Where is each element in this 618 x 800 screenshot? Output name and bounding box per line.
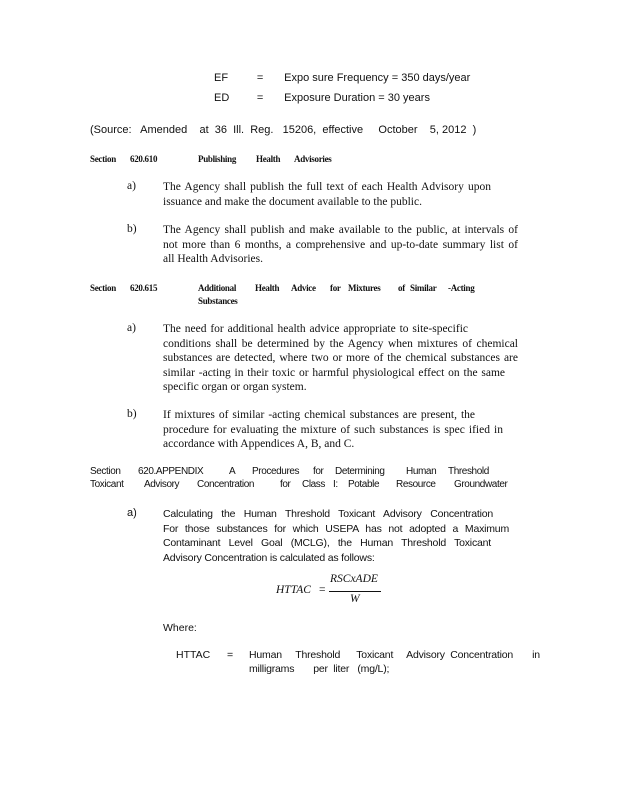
item-label: b) [127,223,137,235]
heading-word: Substances [198,296,238,306]
heading-word: 620.615 [130,283,158,293]
def-ef [214,72,470,84]
httac-equals: = [227,649,234,661]
text-line: The Agency shall publish the full text of each Health Advisory upon [163,181,491,193]
formula-denominator: W [350,593,360,605]
text-line: specific organ or organ system. [163,381,307,393]
heading-word: Advice [291,283,316,293]
item-label: a) [127,180,136,192]
heading-word: Groundwater [454,479,508,490]
item-label: b) [127,408,137,420]
text-line: If mixtures of similar -acting chemical substances are present, the [163,409,475,421]
heading-word: Section [90,154,116,164]
appendix-item-a-text [163,507,509,565]
heading-word: for [330,283,341,293]
heading-word: A [229,466,236,477]
heading-word: of [398,283,405,293]
text-line: procedure for evaluating the mixture of such substances is spec ified in [163,423,503,436]
s615-item-a-text [163,322,518,395]
heading-word: Potable [348,479,380,490]
text-line: not more than 6 months, a comprehensive and up-to-date summary list of [163,238,518,251]
formula-numerator: RSCxADE [330,573,378,585]
heading-word: Health [255,283,280,293]
heading-word: Concentration [197,479,255,490]
httac-definition-line1: Human Threshold Toxicant Advisory Concentration in [249,649,540,661]
def-text: Expo sure Frequency = 350 days/year [284,72,471,84]
formula-equals: = [319,584,326,596]
s610-item-b-text [163,223,518,267]
def-text: Exposure Duration = 30 years [284,92,430,104]
heading-word: 620.APPENDIX [138,466,204,477]
formula-lhs: HTTAC [276,584,311,596]
text-line: Advisory Concentration is calculated as follows: [163,551,375,564]
heading-word: Procedures [252,466,300,477]
heading-word: Mixtures [348,283,381,293]
def-symbol: EF [214,72,229,84]
heading-word: Section [90,466,121,477]
formula [276,573,386,610]
heading-word: 620.610 [130,154,158,164]
heading-word: for [280,479,291,490]
heading-word: -Acting [448,283,475,293]
heading-word: Threshold [448,466,489,477]
text-line: substances are detected, where two or more of the chemical substances are [163,352,518,364]
text-line: all Health Advisories. [163,253,263,265]
section-620-615-heading [90,283,480,309]
text-line: Contaminant Level Goal (MCLG), the Human Threshold Toxicant [163,537,491,549]
appendix-heading [90,466,510,494]
text-line: accordance with Appendices A, B, and C. [163,438,355,450]
text-line: For those substances for which USEPA has not adopted a Maximum [163,522,509,535]
item-label: a) [127,322,136,334]
def-symbol: ED [214,92,230,104]
text-line: The need for additional health advice appropriate to site-specific [163,323,468,335]
text-line: similar -acting in their toxic or harmful physiological effect on the same [163,366,505,379]
item-label: a) [127,507,137,519]
heading-word: Health [256,154,281,164]
text-line: issuance and make the document available to the public. [163,195,422,208]
httac-symbol: HTTAC [176,649,211,661]
text-line: conditions shall be determined by the Agency when mixtures of chemical [163,337,518,350]
s615-item-b-text [163,408,503,452]
heading-word: Advisory [144,479,180,490]
s610-item-a-text [163,180,491,209]
heading-word: Section [90,283,116,293]
heading-word: Resource [396,479,436,490]
fraction-bar [329,591,381,592]
heading-word: for [313,466,324,477]
heading-word: Toxicant [90,479,124,490]
def-equals: = [256,72,264,84]
heading-word: Advisories [294,154,332,164]
heading-word: Additional [198,283,237,293]
heading-word: I: [333,479,338,490]
text-line: The Agency shall publish and make available to the public, at intervals of [163,224,518,236]
source-note: (Source: Amended at 36 Ill. Reg. 15206, effective October 5, 2012 ) [90,124,477,136]
where-label: Where: [163,622,197,634]
text-line: Calculating the Human Threshold Toxicant Advisory Concentration [163,508,493,520]
section-620-610-heading [90,154,330,166]
httac-definition-line2: milligrams per liter (mg/L); [249,663,390,675]
heading-word: Human [406,466,437,477]
heading-word: Determining [335,466,385,477]
heading-word: Publishing [198,154,237,164]
def-ed [214,92,430,104]
heading-word: Class [302,479,326,490]
def-equals: = [256,92,264,104]
heading-word: Similar [410,283,437,293]
